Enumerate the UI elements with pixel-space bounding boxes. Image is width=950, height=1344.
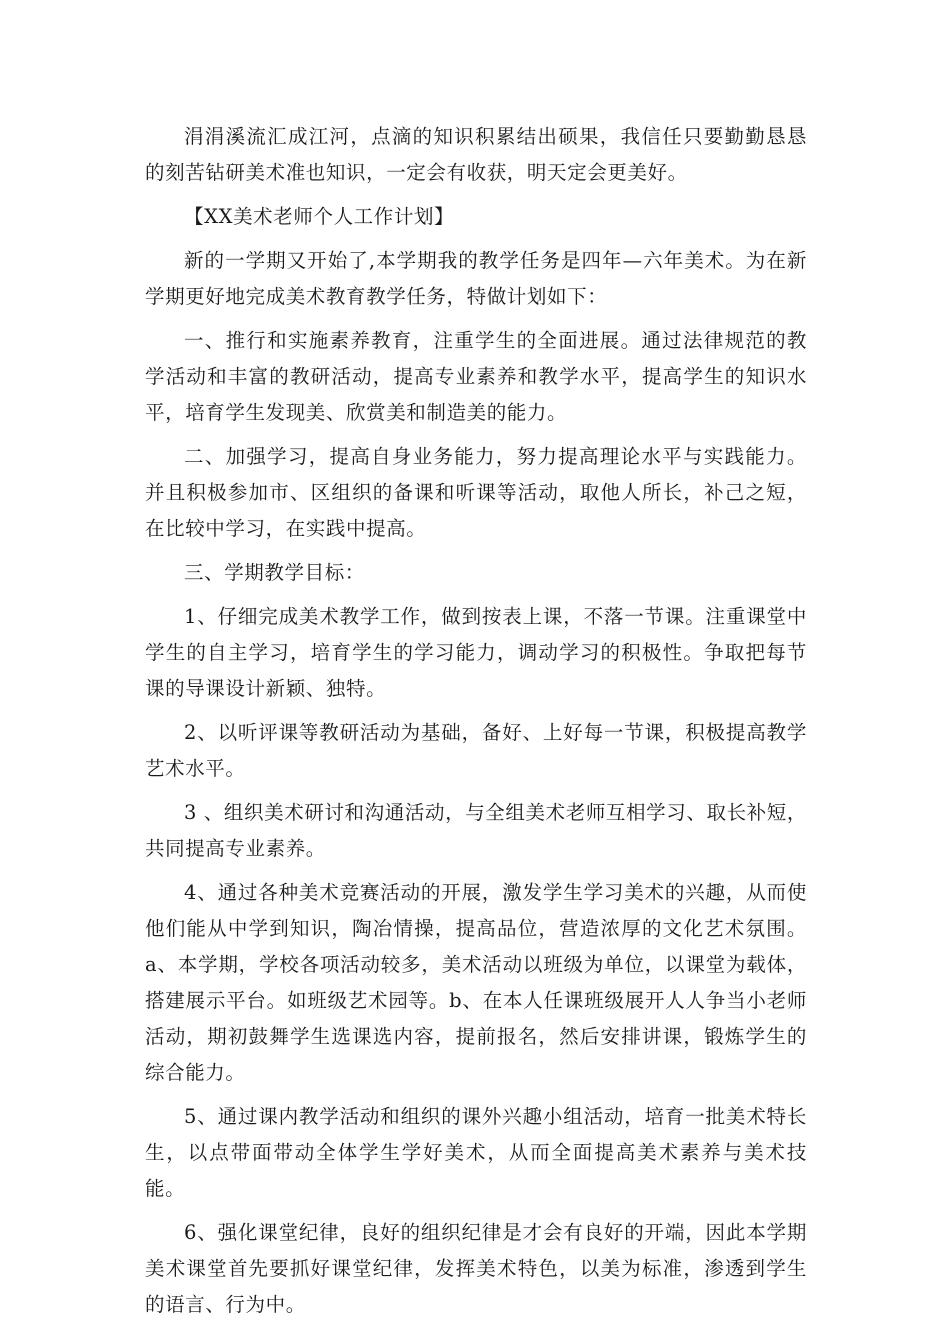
section-heading: 【XX美术老师个人工作计划】 [184,205,455,228]
paragraph-point-two: 二、加强学习，提高自身业务能力，努力提高理论水平与实践能力。并且积极参加市、区组织的备课和听课等活动，取他人所长，补己之短，在比较中学习，在实践中提高。 [145,445,807,540]
paragraph-point-one: 一、推行和实施素养教育，注重学生的全面进展。通过法律规范的教学活动和丰富的教研活动，提高专业素养和教学水平，提高学生的知识水平，培育学生发现美、欣赏美和制造美的能力。 [145,329,807,424]
paragraph-point-three-heading: 三、学期教学目标： [184,561,365,584]
list-item-goal-5: 5、通过课内教学活动和组织的课外兴趣小组活动，培育一批美术特长生，以点带面带动全体学生学好美术，从而全面提高美术素养与美术技能。 [145,1105,807,1200]
list-item-goal-4: 4、通过各种美术竞赛活动的开展，激发学生学习美术的兴趣，从而使他们能从中学到知识，陶冶情操，提高品位，营造浓厚的文化艺术氛围。a、本学期，学校各项活动较多，美术活动以班级为单位，以课堂为载体，搭建展示平台。如班级艺术园等。b、在本人任课班级展开人人争当小老师活动，期初鼓舞学生选课选内容，提前报名，然后安排讲课，锻炼学生的综合能力。 [145,881,807,1084]
paragraph-intro: 新的一学期又开始了,本学期我的教学任务是四年—六年美术。为在新学期更好地完成美术教育教学任务，特做计划如下： [145,249,807,308]
list-item-goal-3: 3 、组织美术研讨和沟通活动，与全组美术老师互相学习、取长补短，共同提高专业素养。 [145,801,807,860]
list-item-goal-2: 2、以听评课等教研活动为基础，备好、上好每一节课，积极提高教学艺术水平。 [145,721,807,780]
list-item-goal-6: 6、强化课堂纪律，良好的组织纪律是才会有良好的开端，因此本学期美术课堂首先要抓好课堂纪律，发挥美术特色，以美为标准，渗透到学生的语言、行为中。 [145,1221,807,1316]
paragraph-closing-remark: 涓涓溪流汇成江河，点滴的知识积累结出硕果，我信任只要勤勤恳恳的刻苦钻研美术准也知识，一定会有收获，明天定会更美好。 [145,125,807,184]
document-body [145,119,807,1331]
list-item-goal-1: 1、仔细完成美术教学工作，做到按表上课，不落一节课。注重课堂中学生的自主学习，培育学生的学习能力，调动学习的积极性。争取把每节课的导课设计新颖、独特。 [145,605,807,700]
